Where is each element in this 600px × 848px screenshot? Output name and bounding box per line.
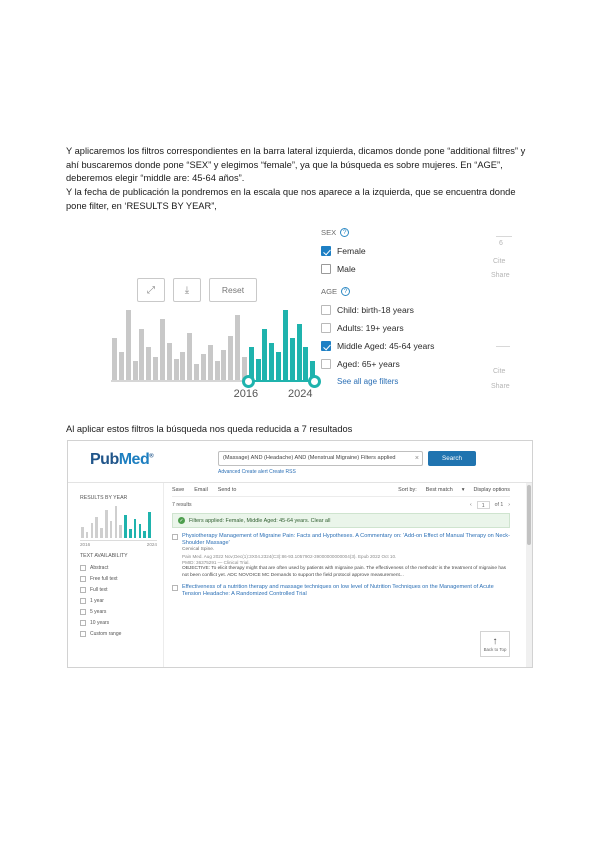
- filters-applied-banner: [172, 513, 510, 528]
- result-authors: Cervical Spine.: [182, 547, 215, 553]
- close-icon[interactable]: ×: [414, 455, 419, 462]
- checkbox-child[interactable]: [321, 305, 331, 315]
- label-5-years: 5 years: [90, 608, 107, 615]
- pubmed-results-panel: [164, 483, 518, 668]
- results-sort-group: [398, 487, 510, 493]
- sidebar-histogram-bar: [129, 529, 132, 538]
- checkbox-1-year[interactable]: [80, 598, 86, 604]
- filter-option-aged[interactable]: [321, 355, 481, 373]
- year-label-end: 2024: [288, 388, 313, 400]
- back-to-top-label: Back to Top: [483, 646, 507, 652]
- result-body: [182, 584, 510, 598]
- histogram-bar: [303, 347, 308, 380]
- filters-applied-text: Filters applied: Female, Middle Aged: 45-64 years. Clear all: [189, 517, 331, 524]
- histogram-bar: [112, 338, 117, 380]
- sidebar-histogram-bar: [86, 532, 89, 538]
- histogram-selected-range: [248, 380, 316, 382]
- histogram-bar: [126, 310, 131, 380]
- filter-label-female: Female: [337, 246, 366, 256]
- additional-filters-list: [321, 228, 481, 386]
- histogram-bar: [235, 315, 240, 380]
- results-count-row: [172, 501, 510, 509]
- histogram-bar: [194, 364, 199, 380]
- checkbox-full-text[interactable]: [80, 587, 86, 593]
- filter-label-adults: Adults: 19+ years: [337, 323, 404, 333]
- scrollbar-thumb[interactable]: [527, 485, 531, 545]
- check-icon: ✓: [179, 517, 184, 524]
- label-free-full-text: Free full text: [90, 575, 118, 582]
- result-item-2[interactable]: [172, 584, 510, 598]
- histogram-bar: [256, 359, 261, 380]
- histogram-bar: [180, 352, 185, 380]
- search-button[interactable]: Search: [428, 451, 476, 466]
- histogram-bar: [119, 352, 124, 380]
- result-abstract: OBJECTIVE: To elicit therapy might that are often used by patients with migraine pain. The effectiveness of the methods' is the treatment of migraine has not been conflict yet. ADC NOVOICE MC Demands to support the field protocol approve measurement...: [182, 566, 507, 578]
- results-by-year-widget[interactable]: [111, 276, 316, 406]
- checkbox-female[interactable]: [321, 246, 331, 256]
- histogram-bar: [174, 359, 179, 380]
- histogram-bar: [215, 361, 220, 380]
- chevron-down-icon[interactable]: ▾: [461, 487, 465, 493]
- fragment-cite-2: Cite: [493, 368, 506, 375]
- sidebar-histogram-bar: [105, 510, 108, 538]
- result-checkbox[interactable]: [172, 585, 178, 591]
- arrow-up-icon: ↑: [492, 635, 498, 647]
- label-abstract: Abstract: [90, 564, 109, 571]
- result-title[interactable]: Effectiveness of a nutrition therapy and massage techniques on low level of Nutrition Techniques on the Management of Acute Tension Headache: A Randomized Controlled Trial: [182, 584, 494, 598]
- sidebar-histogram-bar: [134, 519, 137, 538]
- checkbox-aged[interactable]: [321, 359, 331, 369]
- histogram-bar: [167, 343, 172, 380]
- histogram-bars: [111, 308, 316, 380]
- histogram-bar: [228, 336, 233, 380]
- pubmed-screenshot: [67, 440, 533, 668]
- result-item-1[interactable]: [172, 533, 510, 579]
- histogram-toolbar: [137, 276, 267, 304]
- logo-med: Med: [118, 451, 150, 468]
- sidebar-year-labels: [80, 542, 157, 547]
- sidebar-filter-free-full-text[interactable]: [80, 573, 157, 584]
- checkbox-abstract[interactable]: [80, 565, 86, 571]
- sidebar-histogram-bar: [81, 527, 84, 538]
- sidebar-histogram-bar: [119, 525, 122, 538]
- reset-button[interactable]: Reset: [209, 278, 257, 302]
- send-to-button[interactable]: Send to: [217, 487, 237, 493]
- sidebar-histogram-axis: [80, 540, 157, 541]
- result-title[interactable]: Physiotherapy Management of Migraine Pain: Facts and Hypotheses. A Commentary on: 'Add-on Effect of Manual Therapy on Neck-Shoulder Massage': [182, 533, 510, 547]
- histogram-bar: [208, 345, 213, 380]
- expand-icon[interactable]: ⤢: [137, 278, 165, 302]
- sidebar-year-right: 2024: [146, 542, 157, 547]
- see-all-age-filters-link[interactable]: See all age filters: [337, 377, 399, 386]
- back-to-top-button[interactable]: [480, 631, 510, 657]
- label-10-years: 10 years: [90, 619, 110, 626]
- histogram-bar: [160, 319, 165, 380]
- results-count: 7 results: [172, 502, 192, 508]
- age-filter-header: [321, 287, 481, 296]
- histogram-bar: [139, 329, 144, 380]
- filter-option-male[interactable]: [321, 260, 481, 278]
- sidebar-histogram-bar: [115, 506, 118, 538]
- sidebar-histogram-bar: [148, 512, 151, 538]
- sidebar-year-left: 2016: [80, 542, 91, 547]
- paragraph-intro-1: Y aplicaremos los filtros correspondientes en la barra lateral izquierda, dicamos donde pone “additional filtres” y ahí buscaremos donde pone “SEX” y elegimos “female”, ya que la búsqueda es sobre mujeres. En “AGE”, deberemos elegir “middle are: 45-64 años”.: [66, 146, 526, 184]
- sidebar-results-by-year-title: RESULTS BY YEAR: [80, 495, 128, 501]
- range-handle-right[interactable]: [308, 375, 321, 388]
- logo-pub: Pub: [90, 451, 119, 468]
- checkbox-5-years[interactable]: [80, 609, 86, 615]
- sidebar-filter-1-year[interactable]: [80, 595, 157, 606]
- filters-illustration: [66, 228, 536, 406]
- results-action-bar: [172, 487, 510, 497]
- sidebar-filter-custom-range[interactable]: [80, 628, 157, 639]
- sex-filter-header: [321, 228, 481, 237]
- paragraph-intro-2: Y la fecha de publicación la pondremos en la escala que nos aparece a la izquierda, que se encuentra donde pone filter, en ‘RESULTS BY YEAR”,: [66, 187, 516, 211]
- sidebar-filter-5-years[interactable]: [80, 606, 157, 617]
- info-icon[interactable]: ?: [340, 228, 349, 237]
- result-checkbox[interactable]: [172, 534, 178, 540]
- fragment-line: [496, 346, 510, 347]
- result-meta: Pain Med. Aug 2022 Nov;Dec(1):3X04.2324(C3):86-93.1057902-39000000000004(3). Epub 2022 Oct 10.: [182, 553, 397, 559]
- sort-by-value[interactable]: Best match: [425, 487, 453, 493]
- scrollbar[interactable]: [526, 483, 532, 668]
- pagination[interactable]: [470, 501, 510, 509]
- histogram-bar: [187, 333, 192, 380]
- info-icon[interactable]: ?: [341, 287, 350, 296]
- filter-option-adults[interactable]: [321, 319, 481, 337]
- advanced-links[interactable]: Advanced Create alert Create RSS: [218, 469, 296, 475]
- sidebar-histogram-bar: [100, 528, 103, 538]
- filter-label-middle-aged: Middle Aged: 45-64 years: [337, 341, 435, 351]
- checkbox-male[interactable]: [321, 264, 331, 274]
- filter-spacer: [321, 278, 481, 287]
- histogram-bar: [146, 347, 151, 380]
- email-button[interactable]: Email: [194, 487, 208, 493]
- pubmed-sidebar: [68, 483, 164, 668]
- sidebar-histogram-bar: [139, 524, 142, 538]
- sort-by-label: Sort by:: [398, 487, 417, 493]
- filter-option-child[interactable]: [321, 301, 481, 319]
- histogram-bar: [262, 329, 267, 380]
- sidebar-filter-abstract[interactable]: [80, 562, 157, 573]
- filter-option-female[interactable]: [321, 242, 481, 260]
- sidebar-year-histogram[interactable]: [80, 504, 157, 538]
- sidebar-histogram-bar: [110, 521, 113, 538]
- filter-label-aged: Aged: 65+ years: [337, 359, 400, 369]
- sex-filter-title: SEX: [321, 228, 337, 237]
- age-filter-title: AGE: [321, 287, 338, 296]
- download-icon[interactable]: ⤓: [173, 278, 201, 302]
- fragment-share-2: Share: [491, 383, 510, 390]
- sidebar-histogram-bar: [143, 531, 146, 538]
- sidebar-histogram-bar: [91, 523, 94, 538]
- next-page-button[interactable]: ›: [508, 502, 510, 508]
- filter-label-child: Child: birth-18 years: [337, 305, 414, 315]
- pubmed-logo[interactable]: [90, 451, 153, 469]
- filter-label-male: Male: [337, 264, 356, 274]
- histogram-bar: [283, 310, 288, 380]
- sidebar-histogram-bar: [95, 517, 98, 538]
- histogram-bar: [269, 343, 274, 380]
- year-label-start: 2016: [233, 388, 259, 400]
- label-full-text: Full text: [90, 586, 108, 593]
- logo-sup: ®: [149, 453, 154, 460]
- checkbox-10-years[interactable]: [80, 620, 86, 626]
- sidebar-text-availability-title: TEXT AVAILABILITY: [80, 553, 128, 559]
- display-options-button[interactable]: Display options: [473, 487, 510, 493]
- histogram-bar: [276, 352, 281, 380]
- checkbox-custom-range[interactable]: [80, 631, 86, 637]
- histogram-bar: [133, 361, 138, 380]
- caption-results: Al aplicar estos filtros la búsqueda nos queda reducida a 7 resultados: [66, 424, 353, 434]
- sidebar-histogram-bar: [124, 515, 127, 538]
- sidebar-filter-10-years[interactable]: [80, 617, 157, 628]
- histogram-bar: [221, 350, 226, 380]
- fragment-letter: 6: [499, 240, 503, 247]
- fragment-line: [496, 236, 512, 237]
- result-body: [182, 533, 510, 579]
- search-input[interactable]: [218, 451, 423, 466]
- histogram-bar: [201, 354, 206, 380]
- checkbox-middle-aged[interactable]: [321, 341, 331, 351]
- fragment-share-1: Share: [491, 272, 510, 279]
- fragment-cite-1: Cite: [493, 258, 506, 265]
- search-input-value: (Massage) AND (Headache) AND (Menstrual Migraine) Filters applied: [223, 455, 396, 461]
- label-1-year: 1 year: [90, 597, 104, 604]
- pubmed-header: [68, 441, 533, 483]
- histogram-bar: [153, 357, 158, 380]
- save-button[interactable]: Save: [172, 487, 185, 493]
- histogram-bar: [297, 324, 302, 380]
- checkbox-free-full-text[interactable]: [80, 576, 86, 582]
- result-pmid: PMID: 36375291 — Clinical Trial.: [182, 560, 250, 566]
- filter-option-middle-aged[interactable]: [321, 337, 481, 355]
- page-total: of 1: [494, 502, 504, 508]
- label-custom-range: Custom range: [90, 630, 122, 637]
- prev-page-button[interactable]: ‹: [469, 502, 472, 508]
- checkbox-adults[interactable]: [321, 323, 331, 333]
- page-number-input[interactable]: 1: [477, 501, 490, 509]
- sidebar-filter-full-text[interactable]: [80, 584, 157, 595]
- histogram-bar: [290, 338, 295, 380]
- range-handle-left[interactable]: [242, 375, 255, 388]
